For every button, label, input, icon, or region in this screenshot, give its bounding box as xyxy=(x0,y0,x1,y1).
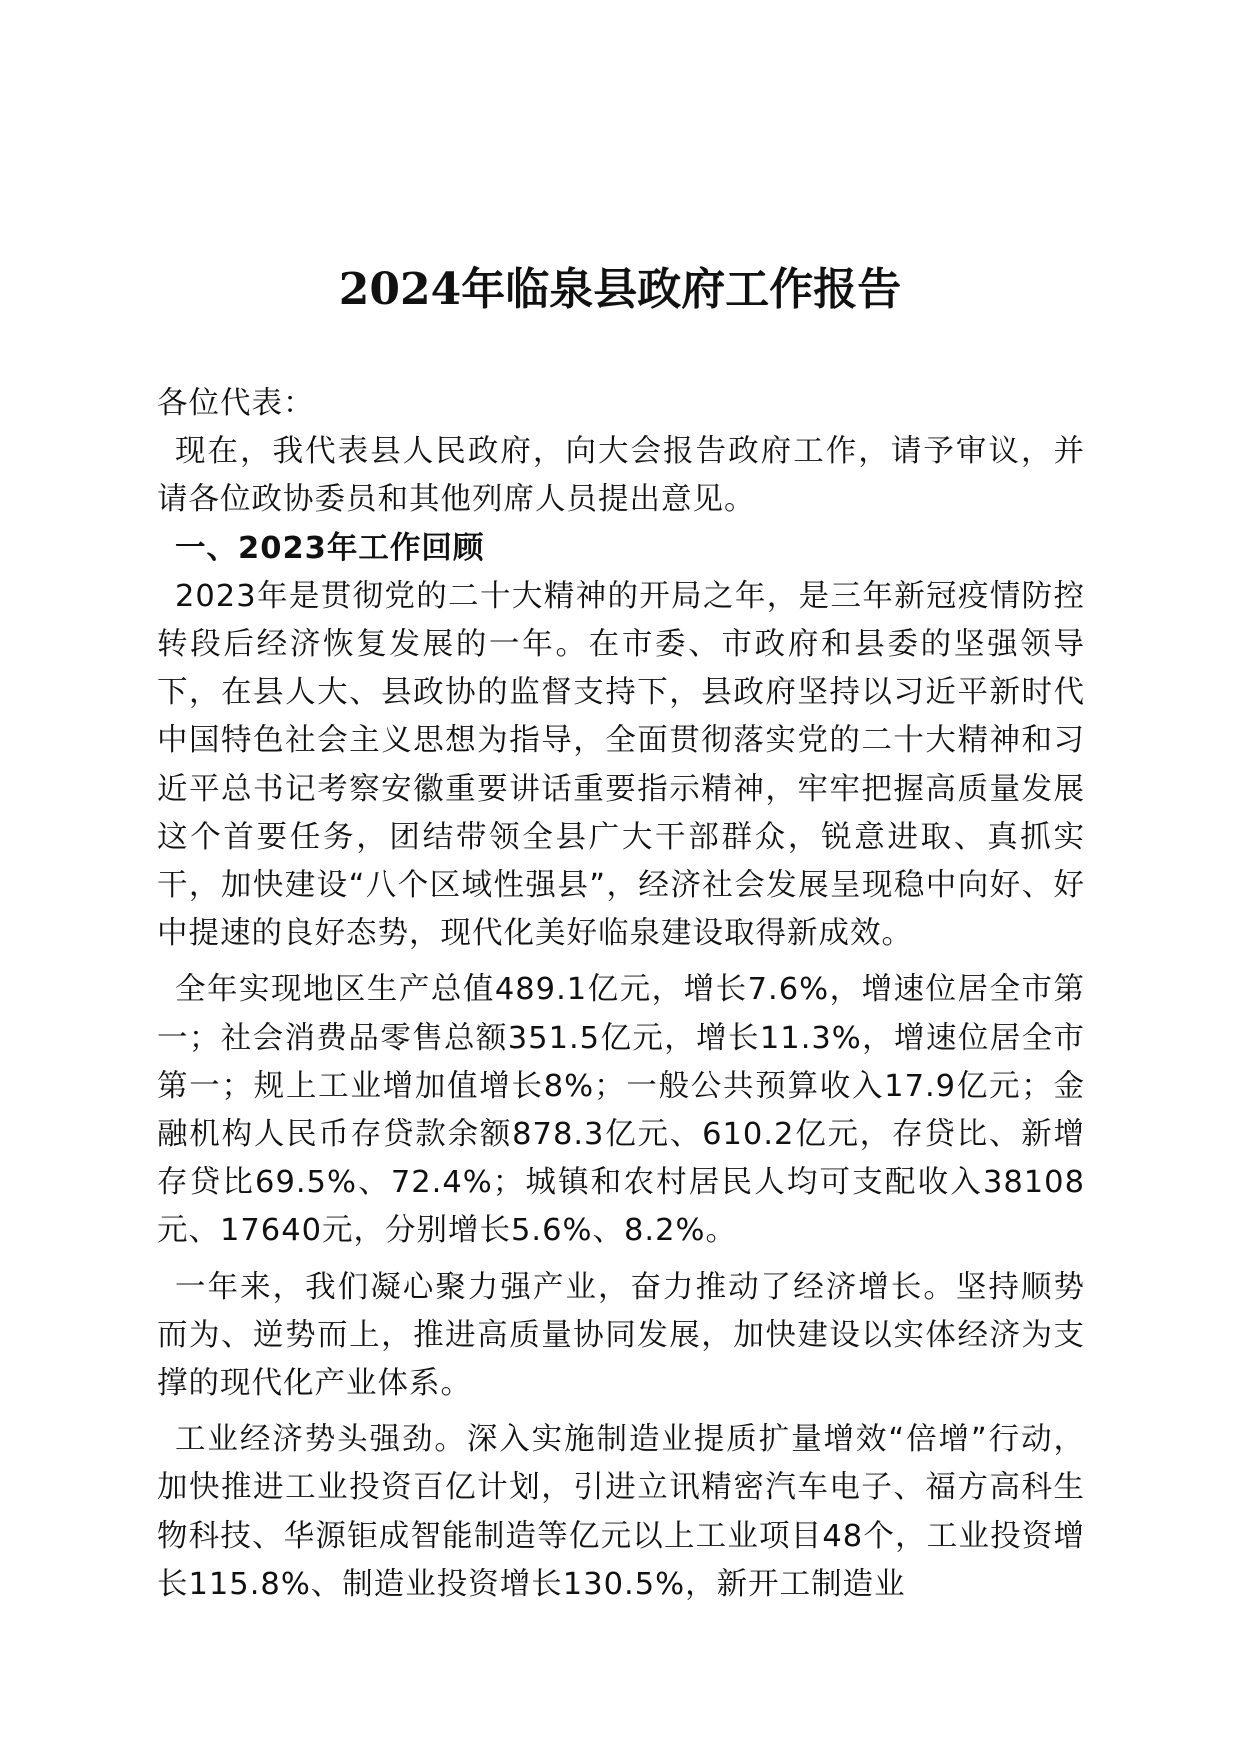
paragraph-intro: 现在，我代表县人民政府，向大会报告政府工作，请予审议，并请各位政协委员和其他列席人员提出意见。 xyxy=(157,434,1085,518)
document-body xyxy=(157,380,1085,1609)
section-heading-review: 一、2023年工作回顾 xyxy=(175,530,485,566)
paragraph-economic-indicators: 全年实现地区生产总值489.1亿元，增长7.6%，增速位居全市第一；社会消费品零售总额351.5亿元，增长11.3%，增速位居全市第一；规上工业增加值增长8%；一般公共预算收入17.9亿元；金融机构人民币存贷款余额878.3亿元、610.2亿元，存贷比、新增存贷比69.5%、72.4%；城镇和农村居民人均可支配收入38108元、17640元，分别增长5.6%、8.2%。 xyxy=(157,972,1085,1249)
paragraph-industrial-economy: 工业经济势头强劲。深入实施制造业提质扩量增效“倍增”行动，加快推进工业投资百亿计划，引进立讯精密汽车电子、福方高科生物科技、华源钜成智能制造等亿元以上工业项目48个，工业投资增长115.8%、制造业投资增长130.5%，新开工制造业 xyxy=(157,1422,1085,1602)
salutation: 各位代表： xyxy=(157,386,315,421)
paragraph-industry-summary: 一年来，我们凝心聚力强产业，奋力推动了经济增长。坚持顺势而为、逆势而上，推进高质量协同发展，加快建设以实体经济为支撑的现代化产业体系。 xyxy=(157,1269,1085,1402)
document-title: 2024年临泉县政府工作报告 xyxy=(338,264,902,315)
paragraph-overview: 2023年是贯彻党的二十大精神的开局之年，是三年新冠疫情防控转段后经济恢复发展的一年。在市委、市政府和县委的坚强领导下，在县人大、县政协的监督支持下，县政府坚持以习近平新时代中国特色社会主义思想为指导，全面贯彻落实党的二十大精神和习近平总书记考察安徽重要讲话重要指示精神，牢牢把握高质量发展这个首要任务，团结带领全县广大干部群众，锐意进取、真抓实干，加快建设“八个区域性强县”，经济社会发展呈现稳中向好、好中提速的良好态势，现代化美好临泉建设取得新成效。 xyxy=(157,578,1085,952)
